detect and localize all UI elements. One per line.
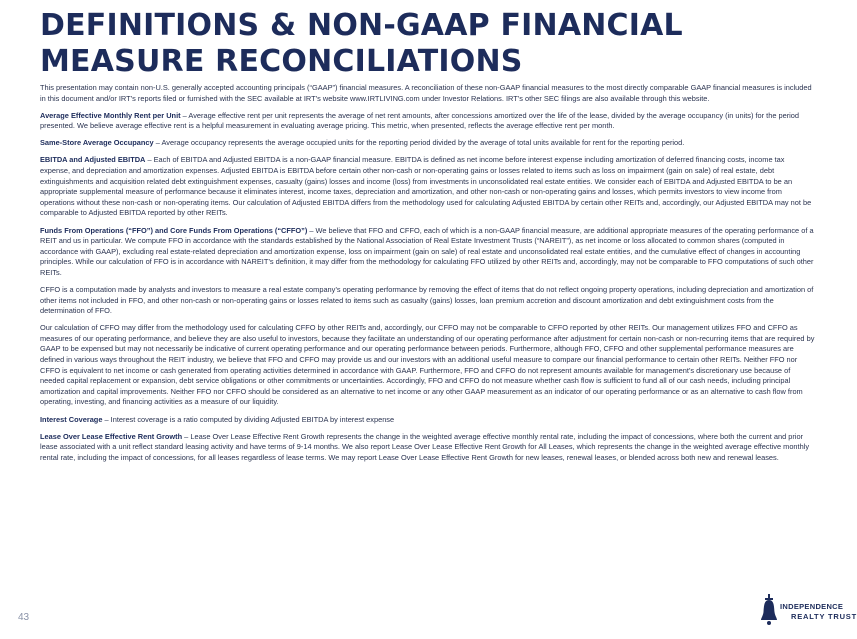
page-number: 43 [18, 612, 30, 623]
definition-term: Average Effective Monthly Rent per Unit [40, 110, 181, 120]
page-title: DEFINITIONS & NON-GAAP FINANCIAL MEASURE RECONCILIATIONS [40, 8, 683, 79]
paragraph-body: – Average occupancy represents the average occupied units for the reporting period divided by the average of total units available for rent for the reporting period. [153, 138, 685, 148]
definition-term: Funds From Operations (“FFO”) and Core Funds From Operations (“CFFO”) [40, 225, 308, 235]
logo-line2: REALTY TRUST [791, 612, 857, 621]
definitions-body [40, 83, 816, 470]
logo-line1: INDEPENDENCE [780, 602, 844, 611]
paragraph-body: – Interest coverage is a ratio computed by dividing Adjusted EBITDA by interest expense [102, 414, 395, 424]
paragraph-lease-over-lease [40, 432, 816, 464]
paragraph-body: Our calculation of CFFO may differ from the methodology used for calculating CFFO by other REITs and, accordingly, our CFFO may not be comparable to CFFO reported by other REITs. Our management utilizes FFO and CFFO as measures of our operating performance, and believe they are also useful to investors, because they facilitate an understanding of our operating performance after adjustment for certain non-cash or non-recurring items that are required by GAAP to be expensed but may not necessarily be indicative of current operating performance and our operating performance between periods. Furthermore, although FFO, CFFO and other supplemental performance measures are defined in various ways throughout the REIT industry, we believe that FFO and CFFO may provide us and our investors with an additional useful measure to compare our financial performance to certain other REITs. Neither FFO nor CFFO is equivalent to net income or cash generated from operating activities determined in accordance with GAAP. Furthermore, FFO and CFFO do not represent amounts available for management’s discretionary use because of needed capital replacement or expansion, debt service obligations or other commitments or uncertainties. Accordingly, FFO and CFFO do not measure whether cash flow is sufficient to fund all of our cash needs, including principal amortization and capital improvements. Neither FFO nor CFFO should be considered as an alternative to net income or any other GAAP measurement as an indicator of our operating performance or as an alternative to cash flow from operating, investing, and financing activities as a measure of our liquidity. [40, 323, 815, 407]
definition-term: Same-Store Average Occupancy [40, 138, 154, 148]
company-logo [760, 592, 857, 632]
paragraph-body: CFFO is a computation made by analysts and investors to measure a real estate company’s operating performance by removing the effect of items that do not reflect ongoing property operations, including depreciation and amortization of other items not included in FFO, and other non-cash or non-operating gains or losses related to items such as casualty (gains) losses, loan premium accretion and discount amortization and debt extinguishment costs from the determination of FFO. [40, 285, 814, 316]
paragraph-average-effective-rent [40, 111, 816, 132]
paragraph-body: This presentation may contain non-U.S. generally accepted accounting principals (“GAAP”) financial measures. A reconciliation of these non-GAAP financial measures to the most directly comparable GAAP financial measures is included in this document and/or IRT’s reports filed or furnished with the SEC available at IRT’s website www.IRTLIVING.com under Investor Relations. IRT’s other SEC filings are also available through this website. [40, 83, 812, 103]
definition-term: EBITDA and Adjusted EBITDA [40, 155, 146, 165]
definition-term: Interest Coverage [40, 414, 103, 424]
paragraph-same-store-occupancy [40, 138, 816, 149]
paragraph-body: – Lease Over Lease Effective Rent Growth represents the change in the weighted average effective monthly rental rate, including the impact of concessions, where both the current and prior lease associated with a unit reflect standard leasing activity and have terms of 9-14 months. We also report Lease Over Lease Effective Rent Growth for All Leases, which represents the change in the weighted average effective monthly rental rate, including the impact of concessions, for all leases regardless of lease terms. We may report Lease Over Lease Effective Rent Growth for new leases, renewal leases, or blended across both new and renewal leases. [40, 431, 810, 462]
paragraph-intro [40, 83, 816, 104]
paragraph-ffo-cffo [40, 226, 816, 279]
paragraph-cffo-computation [40, 285, 816, 317]
definition-term: Lease Over Lease Effective Rent Growth [40, 431, 183, 441]
paragraph-body: – Each of EBITDA and Adjusted EBITDA is a non-GAAP financial measure. EBITDA is defined as net income before interest expense including amortization of deferred financing costs, income tax expense, and depreciation and amortization expenses. Adjusted EBITDA is EBITDA before certain other non-cash or non-operating gains or losses related to items such as loss on impairment (gain on sale) of real estate, debt extinguishments and acquisition related debt extinguishment expenses, casualty (gains) losses and income (loss) from investments in unconsolidated real estate entities. We consider each of EBITDA and Adjusted EBITDA to be an appropriate supplemental measure of performance because it eliminates interest, income taxes, depreciation and amortization, and other non-cash or non-operating gains and losses, which permits investors to view income from operations without these non-cash or non-operating items. Our calculation of Adjusted EBITDA differs from the methodology used for calculating Adjusted EBITDA by certain other REITs and, accordingly, our Adjusted EBITDA may not be comparable to Adjusted EBITDA reported by other REITs. [40, 155, 812, 218]
paragraph-cffo-methodology [40, 323, 816, 408]
liberty-bell-icon [760, 594, 778, 628]
paragraph-body: – We believe that FFO and CFFO, each of which is a non-GAAP financial measure, are additional appropriate measures of the operating performance of a REIT and us in particular. We compute FFO in accordance with the standards established by the National Association of Real Estate Investment Trusts (“NAREIT”), as net income or loss allocated to common shares (computed in accordance with GAAP), excluding real estate-related depreciation and amortization expense, loss on impairment (gain on sale) of real estate and unconsolidated real estate entities, and the cumulative effect of changes in accounting principles. While our calculation of FFO is in accordance with NAREIT’s definition, it may differ from the methodology for calculating FFO utilized by other REITs and, accordingly, may not be comparable to FFO computations of such other REITs. [40, 225, 814, 277]
paragraph-ebitda [40, 155, 816, 219]
paragraph-body: – Average effective rent per unit represents the average of net rent amounts, after concessions amortized over the life of the lease, divided by the average occupancy (in units) for the period presented. We believe average effective rent is a helpful measurement in evaluating average pricing. This metric, when presented, reflects the average effective rent per month. [40, 110, 800, 131]
paragraph-interest-coverage [40, 415, 816, 426]
